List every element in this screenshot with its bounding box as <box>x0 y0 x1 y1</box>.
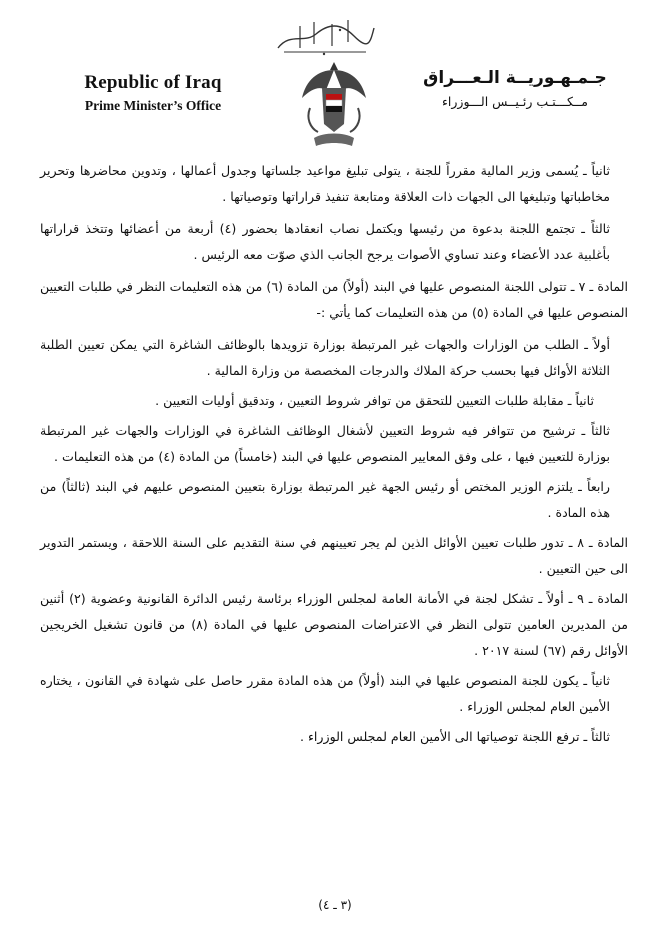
article-paragraph: المادة ـ ٩ ـ أولاً ـ تشكل لجنة في الأمانة العامة لمجلس الوزراء برئاسة رئيس الدائرة القانونية وعضوية (٢) أثنين من المديرين العامين تتولى النظر في الاعتراضات المنصوص عليها في المادة (٨) من قانون تشغيل الخريجين الأوائل رقم (٦٧) لسنة ٢٠١٧ . <box>40 591 629 658</box>
header-subtitle-en: Prime Minister’s Office <box>84 98 222 113</box>
paragraph: ثانياً ـ يكون للجنة المنصوص عليها في البند (أولاً) من هذه المادة مقرر حاصل على شهادة في القانون ، يختاره الأمين العام لمجلس الوزراء . <box>40 673 610 714</box>
paragraph: ثانياً ـ مقابلة طلبات التعيين للتحقق من توافر شروط التعيين ، وتدقيق أوليات التعيين . <box>155 393 594 408</box>
paragraph: ثالثاً ـ ترشيح من تتوافر فيه شروط التعيين لأشغال الوظائف الشاغرة في الوزارات والجهات غير المرتبطة بوزارة للتعيين فيها ، على وفق المعايير المنصوص عليها في البند (خامساً) من المادة (٤) من هذه التعليمات . <box>40 423 610 464</box>
article-paragraph: المادة ـ ٧ ـ تتولى اللجنة المنصوص عليها في البند (أولاً) من المادة (٦) من هذه التعليمات النظر في طلبات التعيين المنصوص عليها في المادة (٥) من هذه التعليمات كما يأتي :- <box>40 279 628 320</box>
document-body <box>40 158 628 754</box>
page-number: (٣ ـ ٤) <box>318 898 352 912</box>
arabic-header <box>420 68 610 109</box>
paragraph: ثالثاً ـ تجتمع اللجنة بدعوة من رئيسها ويكتمل نصاب انعقادها بحضور (٤) أربعة من أعضائها وتتخذ قراراتها بأغلبية عدد الأعضاء وعند تساوي الأصوات يرجح الجانب الذي صوّت معه الرئيس . <box>40 221 611 262</box>
paragraph: ثانياً ـ يُسمى وزير المالية مقرراً للجنة ، يتولى تبليغ مواعيد جلساتها وجدول أعمالها ، وتدوين محاضرها وتحرير مخاطباتها وتبليغها الى الجهات ذات العلاقة ومتابعة تنفيذ قراراتها وتوصياتها . <box>40 163 610 204</box>
english-header <box>58 72 248 114</box>
paragraph: ثالثاً ـ ترفع اللجنة توصياتها الى الأمين العام لمجلس الوزراء . <box>300 729 610 744</box>
paragraph: أولاً ـ الطلب من الوزارات والجهات غير المرتبطة بوزارة تزويدها بالوظائف الشاغرة التي يمكن تعيين الطلبة الثلاثة الأوائل فيها بحسب حركة الملاك والدرجات المخصصة من وزارة المالية . <box>40 337 610 378</box>
header-title-en: Republic of Iraq <box>84 72 222 93</box>
header-title-ar: جـمـهـوريــة الـعـــراق <box>423 68 607 88</box>
paragraph: رابعاً ـ يلتزم الوزير المختص أو رئيس الجهة غير المرتبطة بوزارة بتعيين المنصوص عليهم في البند (ثالثاً) من هذه المادة . <box>40 479 610 520</box>
basmala-calligraphy <box>270 14 380 58</box>
article-paragraph: المادة ـ ٨ ـ تدور طلبات تعيين الأوائل الذين لم يجر تعيينهم في سنة التقديم على السنة اللاحقة ، ويستمر التدوير الى حين التعيين . <box>40 535 628 576</box>
header-subtitle-ar: مــكـــتـب رئـيــس الـــوزراء <box>442 94 588 109</box>
eagle-emblem-icon <box>300 58 368 154</box>
